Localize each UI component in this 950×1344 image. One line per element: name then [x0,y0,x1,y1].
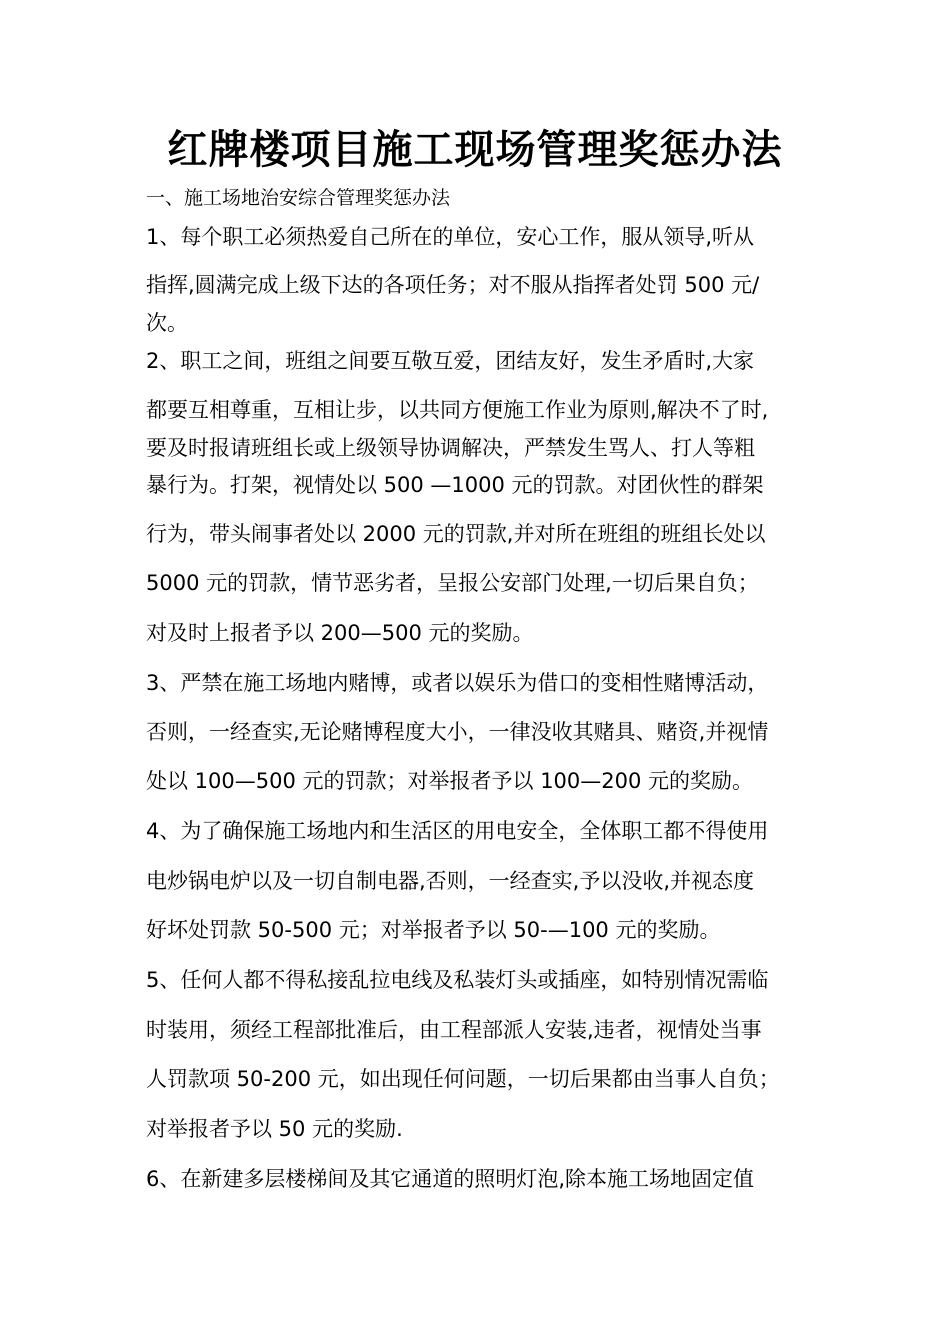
paragraph-line: 要及时报请班组长或上级领导协调解决，严禁发生骂人、打人等粗 [146,436,755,460]
paragraph-line: 暴行为。打架，视情处以 500 —1000 元的罚款。对团伙性的群架 [146,473,764,497]
paragraph-line: 3、严禁在施工场地内赌博，或者以娱乐为借口的变相性赌博活动， [146,671,769,695]
paragraph-line: 指挥,圆满完成上级下达的各项任务；对不服从指挥者处罚 500 元/ [146,273,760,297]
paragraph-line: 人罚款项 50-200 元，如出现任何问题，一切后果都由当事人自负； [146,1067,780,1091]
paragraph-line: 都要互相尊重，互相让步，以共同方便施工作业为原则,解决不了时, [146,398,769,422]
paragraph-line: 4、为了确保施工场地内和生活区的用电安全，全体职工都不得使用 [146,819,769,843]
paragraph-line: 6、在新建多层楼梯间及其它通道的照明灯泡,除本施工场地固定值 [146,1167,755,1191]
document-title: 红牌楼项目施工现场管理奖惩办法 [167,126,783,173]
paragraph-line: 次。 [146,311,188,335]
paragraph-line: 否则，一经查实,无论赌博程度大小，一律没收其赌具、赌资,并视情 [146,720,769,744]
paragraph-line: 行为，带头闹事者处以 2000 元的罚款,并对所在班组的班组长处以 [146,522,766,546]
paragraph-line: 处以 100—500 元的罚款；对举报者予以 100—200 元的奖励。 [146,769,754,793]
paragraph-line: 5000 元的罚款，情节恶劣者，呈报公安部门处理,一切后果自负； [146,571,759,595]
section-heading: 一、施工场地治安综合管理奖惩办法 [146,187,451,209]
paragraph-line: 对举报者予以 50 元的奖励. [146,1117,403,1141]
paragraph-line: 时装用，须经工程部批准后，由工程部派人安装,违者，视情处当事 [146,1018,762,1042]
paragraph-line: 对及时上报者予以 200—500 元的奖励。 [146,621,534,645]
paragraph-line: 1、每个职工必须热爱自己所在的单位，安心工作，服从领导,听从 [146,225,755,249]
paragraph-line: 电炒锅电炉以及一切自制电器,否则，一经查实,予以没收,并视态度 [146,869,755,893]
paragraph-line: 2、职工之间，班组之间要互敬互爱，团结友好，发生矛盾时,大家 [146,349,755,373]
paragraph-line: 5、任何人都不得私接乱拉电线及私装灯头或插座，如特别情况需临 [146,968,769,992]
paragraph-line: 好坏处罚款 50-500 元；对举报者予以 50-—100 元的奖励。 [146,918,721,942]
